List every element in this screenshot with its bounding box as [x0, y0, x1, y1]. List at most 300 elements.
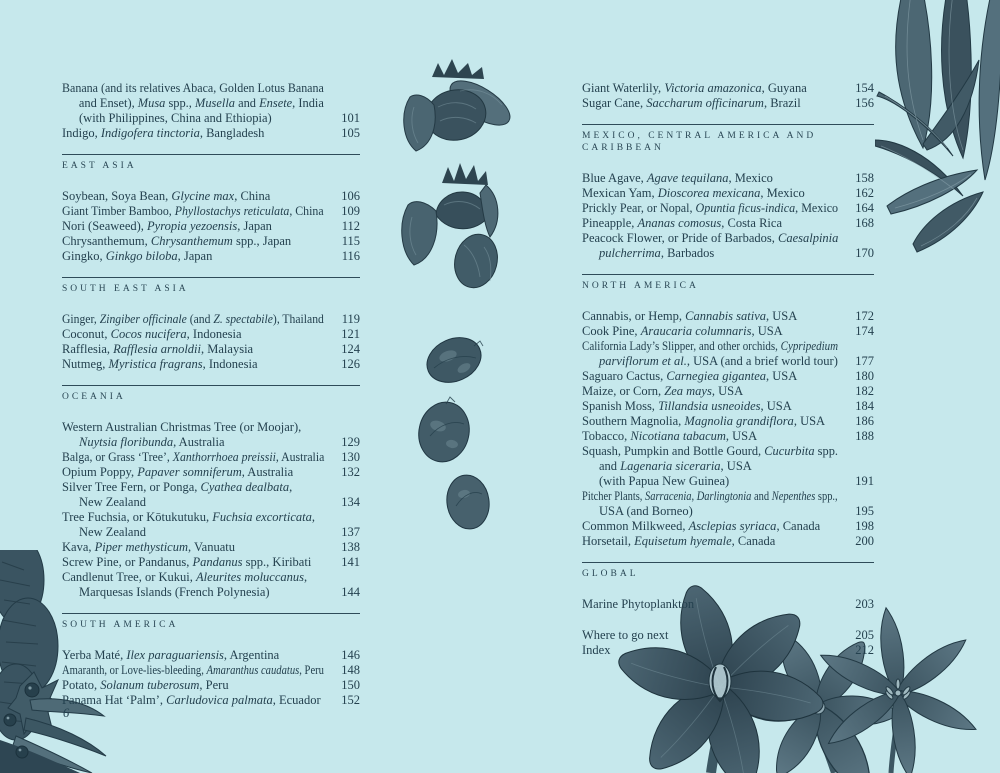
species-name: Papaver somniferum	[137, 465, 242, 479]
entry-text: and	[234, 96, 260, 110]
entry-page-number: 146	[341, 648, 360, 662]
entry-text: , Canada	[776, 519, 821, 533]
entry-text: Marine Phytoplankton	[582, 597, 695, 611]
entry-text: Index	[582, 643, 611, 657]
entry-text: California Lady’s Slipper, and other orchids,	[582, 339, 781, 353]
entry-line	[582, 459, 838, 474]
entry-page-number: 106	[341, 189, 360, 203]
toc-section	[62, 154, 360, 264]
entry-page-number: 158	[855, 171, 874, 185]
entry-line	[62, 525, 324, 540]
entry-page-number: 148	[341, 663, 360, 677]
entry-text: Giant Waterlily,	[582, 81, 665, 95]
entry-text: Yerba Maté,	[62, 648, 127, 662]
entry-page-number: 168	[855, 216, 874, 230]
entry-page-number: 126	[341, 357, 360, 371]
entry-text: Marquesas Islands (French Polynesia)	[79, 585, 270, 599]
toc-entry	[582, 369, 874, 384]
entry-line	[62, 249, 324, 264]
entry-text: Spanish Moss,	[582, 399, 659, 413]
species-name: Indigofera tinctoria	[100, 126, 200, 140]
section-divider	[62, 277, 360, 278]
nutmeg-fruit-icon	[398, 55, 518, 300]
entry-text: , Japan	[237, 219, 272, 233]
entry-page-number: 116	[341, 249, 360, 263]
entry-text: , USA	[725, 429, 758, 443]
toc-section	[582, 124, 874, 261]
toc-entry	[62, 357, 360, 372]
toc-entry	[62, 480, 360, 510]
entry-line	[62, 555, 324, 570]
entry-line	[582, 429, 838, 444]
toc-entry	[582, 489, 874, 519]
entry-text: ,	[691, 489, 697, 503]
entry-page-number: 174	[855, 324, 874, 338]
toc-entry	[582, 324, 874, 339]
page-folio: 6	[63, 706, 70, 720]
entry-line	[582, 534, 838, 549]
entry-line	[62, 204, 324, 219]
entry-text: , Bangladesh	[199, 126, 265, 140]
entry-text: Mexican Yam,	[582, 186, 658, 200]
entry-line	[62, 420, 324, 435]
species-name: Nicotiana tabacum	[630, 429, 726, 443]
toc-entry	[62, 219, 360, 234]
entry-text: Candlenut Tree, or Kukui,	[62, 570, 197, 584]
entry-page-number: 105	[341, 126, 360, 140]
species-name: Cypripedium	[780, 339, 839, 353]
section-header: NORTH AMERICA	[582, 281, 699, 291]
entry-text: and	[599, 459, 621, 473]
species-name: Solanum tuberosum	[100, 678, 200, 692]
toc-entry	[582, 384, 874, 399]
entry-line	[62, 450, 325, 465]
entry-line	[62, 465, 324, 480]
entry-text: and	[751, 489, 772, 503]
entry-line	[62, 585, 324, 600]
entry-line	[62, 570, 324, 585]
entry-text: Coconut,	[62, 327, 111, 341]
entry-text: Southern Magnolia,	[582, 414, 685, 428]
species-name: Pandanus	[192, 555, 243, 569]
tropical-leaves-icon	[875, 0, 1000, 265]
entry-line	[582, 489, 838, 504]
entry-line	[62, 435, 324, 450]
entry-line	[582, 81, 838, 96]
toc-entry	[582, 519, 874, 534]
entry-text: Opium Poppy,	[62, 465, 138, 479]
entry-page-number: 109	[341, 204, 360, 218]
entry-line	[62, 327, 324, 342]
entry-page-number: 144	[341, 585, 360, 599]
entry-text: , China	[289, 204, 324, 218]
entry-text: Ginger,	[62, 312, 100, 326]
entry-line	[62, 648, 324, 663]
entry-line	[62, 357, 324, 372]
entry-text: , Japan	[177, 249, 213, 263]
entry-page-number: 101	[341, 111, 360, 125]
entry-text: Western Australian Christmas Tree (or Moojar),	[62, 420, 302, 434]
entry-line	[62, 219, 324, 234]
entry-page-number: 172	[855, 309, 874, 323]
species-name: Cucurbita	[764, 444, 815, 458]
species-name: Araucaria columnaris	[640, 324, 752, 338]
entry-text: New Zealand	[79, 495, 146, 509]
entry-text: , Argentina	[223, 648, 280, 662]
entry-text: , USA	[766, 309, 798, 323]
entry-line	[582, 504, 838, 519]
entry-page-number: 162	[855, 186, 874, 200]
section-header: EAST ASIA	[62, 161, 137, 171]
species-name: Xanthorrhoea preissii	[172, 450, 276, 464]
entry-text: Banana (and its relatives Abaca, Golden Lotus Banana	[62, 81, 324, 95]
entry-text: Screw Pine, or Pandanus,	[62, 555, 193, 569]
entry-line	[582, 384, 838, 399]
species-name: Ginkgo biloba	[105, 249, 178, 263]
toc-entry	[582, 414, 874, 429]
entry-page-number: 138	[341, 540, 360, 554]
entry-page-number: 132	[341, 465, 360, 479]
entry-line	[62, 540, 324, 555]
section-header: OCEANIA	[62, 392, 126, 402]
entry-page-number: 141	[341, 555, 360, 569]
species-name: Lagenaria siceraria	[620, 459, 721, 473]
entry-text: Prickly Pear, or Nopal,	[582, 201, 696, 215]
entry-page-number: 180	[855, 369, 874, 383]
toc-entry	[62, 342, 360, 357]
species-name: Zingiber officinale	[99, 312, 187, 326]
entry-text: Amaranth, or Love-lies-bleeding,	[62, 663, 207, 677]
species-name: Phyllostachys reticulata	[174, 204, 290, 218]
entry-text: Common Milkweed,	[582, 519, 689, 533]
toc-column-left	[62, 64, 360, 708]
entry-line	[62, 342, 324, 357]
entry-text: Pineapple,	[582, 216, 638, 230]
entry-page-number: 134	[341, 495, 360, 509]
entry-page-number: 115	[341, 234, 360, 248]
species-name: Cyathea dealbata	[200, 480, 290, 494]
entry-text: Cook Pine,	[582, 324, 641, 338]
species-name: Equisetum hyemale	[634, 534, 732, 548]
entry-text: ,	[304, 570, 308, 584]
entry-text: , Indonesia	[186, 327, 242, 341]
entry-text: , Australia	[275, 450, 325, 464]
toc-entry	[582, 186, 874, 201]
entry-text: , Mexico	[795, 201, 839, 215]
entry-text: , China	[234, 189, 271, 203]
nutmeg-seeds-illustration	[404, 328, 514, 533]
entry-line	[62, 693, 324, 708]
species-name: Caesalpinia	[777, 231, 839, 245]
entry-line	[582, 369, 838, 384]
species-name: Agave tequilana	[646, 171, 729, 185]
entry-text: , Vanuatu	[188, 540, 236, 554]
entry-page-number: 121	[341, 327, 360, 341]
entry-text: and Enset),	[78, 96, 138, 110]
entry-text: Gingko,	[62, 249, 106, 263]
entry-text: New Zealand	[79, 525, 146, 539]
entry-line	[582, 474, 838, 489]
toc-entry	[582, 628, 874, 643]
toc-entry	[62, 678, 360, 693]
entry-line	[582, 171, 838, 186]
species-name: Nepenthes	[771, 489, 816, 503]
species-name: Carludovica palmata	[166, 693, 273, 707]
entry-text: Rafflesia,	[62, 342, 114, 356]
species-name: Dioscorea mexicana	[657, 186, 761, 200]
entry-text: , Brazil	[763, 96, 801, 110]
entry-text: , USA (and a brief world tour)	[686, 354, 838, 368]
entry-line	[582, 339, 839, 354]
species-name: Cannabis sativa	[685, 309, 767, 323]
species-name: Ananas comosus	[637, 216, 722, 230]
entry-text: Cannabis, or Hemp,	[582, 309, 686, 323]
entry-text: spp., Japan	[232, 234, 292, 248]
entry-text: , Peru	[199, 678, 229, 692]
toc-entry	[582, 399, 874, 414]
entry-text: Squash, Pumpkin and Bottle Gourd,	[582, 444, 765, 458]
species-name: Rafflesia arnoldii	[113, 342, 202, 356]
toc-entry	[582, 81, 874, 96]
entry-page-number: 212	[855, 643, 874, 657]
entry-text: , Canada	[731, 534, 776, 548]
entry-text: , Costa Rica	[721, 216, 782, 230]
entry-text: Balga, or Grass ‘Tree’,	[62, 450, 173, 464]
toc-entry	[62, 450, 360, 465]
entry-text: spp.,	[815, 489, 838, 503]
entry-page-number: 195	[855, 504, 874, 518]
species-name: Musella	[195, 96, 235, 110]
species-name: Nuytsia floribunda	[79, 435, 174, 449]
entry-text: Nori (Seaweed),	[62, 219, 148, 233]
entry-text: , Mexico	[728, 171, 773, 185]
section-header: GLOBAL	[582, 569, 639, 579]
entry-page-number: 186	[855, 414, 874, 428]
toc-entry	[62, 234, 360, 249]
entry-text: , USA	[711, 384, 744, 398]
entry-text: (with Philippines, China and Ethiopia)	[79, 111, 272, 125]
entry-text: Where to go next	[582, 628, 669, 642]
toc-section	[62, 385, 360, 600]
entry-text: spp.	[814, 444, 839, 458]
entry-text: Peacock Flower, or Pride of Barbados,	[582, 231, 778, 245]
entry-page-number: 130	[341, 450, 360, 464]
entry-text: Tree Fuchsia, or Kōtukutuku,	[62, 510, 213, 524]
entry-line	[582, 399, 838, 414]
section-header: SOUTH EAST ASIA	[62, 284, 189, 294]
entry-line	[582, 414, 838, 429]
toc-column-right	[582, 64, 874, 658]
species-name: Amaranthus caudatus	[206, 663, 300, 677]
toc-entry	[582, 444, 874, 489]
species-name: Pyropia yezoensis	[147, 219, 238, 233]
toc-entry	[582, 216, 874, 231]
entry-text: , Australia	[241, 465, 294, 479]
toc-entry	[62, 249, 360, 264]
entry-line	[582, 246, 838, 261]
species-name: pulcherrima	[599, 246, 661, 260]
entry-text: Chrysanthemum,	[62, 234, 151, 248]
toc-entry	[62, 663, 360, 678]
entry-text: , Indonesia	[202, 357, 258, 371]
species-name: Ilex paraguariensis	[126, 648, 224, 662]
entry-page-number: 188	[855, 429, 874, 443]
entry-text: , USA	[766, 369, 798, 383]
entry-page-number: 152	[341, 693, 360, 707]
entry-page-number: 205	[855, 628, 874, 642]
entry-line	[582, 597, 838, 612]
species-name: Tillandsia usneoides	[658, 399, 761, 413]
entry-page-number: 164	[855, 201, 874, 215]
species-name: Glycine max	[171, 189, 235, 203]
nutmeg-fruit-illustration	[398, 55, 518, 300]
entry-page-number: 184	[855, 399, 874, 413]
toc-entry	[62, 126, 360, 141]
entry-text: Sugar Cane,	[582, 96, 647, 110]
toc-entry	[582, 96, 874, 111]
entry-text: Silver Tree Fern, or Ponga,	[62, 480, 201, 494]
toc-entry	[582, 534, 874, 549]
toc-entry	[582, 643, 874, 658]
toc-entry	[62, 555, 360, 570]
entry-text: (with Papua New Guinea)	[599, 474, 730, 488]
entry-page-number: 170	[855, 246, 874, 260]
entry-line	[582, 201, 839, 216]
entry-text: , USA	[793, 414, 826, 428]
species-name: Myristica fragrans	[108, 357, 203, 371]
entry-page-number: 198	[855, 519, 874, 533]
species-name: Ensete	[259, 96, 293, 110]
toc-section	[62, 613, 360, 708]
toc-entry	[582, 339, 874, 369]
section-header: SOUTH AMERICA	[62, 620, 179, 630]
toc-section	[62, 277, 360, 372]
entry-line	[62, 234, 324, 249]
entry-text: , Barbados	[660, 246, 715, 260]
entry-page-number: 200	[855, 534, 874, 548]
entry-page-number: 156	[855, 96, 874, 110]
species-name: Fuchsia excorticata	[212, 510, 312, 524]
section-header: MEXICO, CENTRAL AMERICA AND CARIBBEAN	[582, 131, 817, 153]
entry-line	[582, 643, 838, 658]
toc-entry	[62, 204, 360, 219]
entry-text: , USA	[751, 324, 783, 338]
entry-text: spp.,	[165, 96, 196, 110]
species-name: Magnolia grandiflora	[684, 414, 794, 428]
toc-entry	[62, 510, 360, 540]
entry-line	[62, 189, 324, 204]
entry-line	[582, 96, 838, 111]
entry-text: , USA	[720, 459, 752, 473]
entry-text: Pitcher Plants,	[582, 489, 646, 503]
species-name: Victoria amazonica	[664, 81, 762, 95]
toc-section	[62, 81, 360, 141]
toc-entry	[62, 327, 360, 342]
entry-text: USA (and Borneo)	[599, 504, 693, 518]
entry-text: ), Thailand	[272, 312, 324, 326]
entry-line	[582, 309, 838, 324]
entry-text: , Mexico	[760, 186, 805, 200]
species-name: Saccharum officinarum	[646, 96, 764, 110]
section-divider	[62, 385, 360, 386]
entry-text: , Ecuador	[272, 693, 321, 707]
entry-line	[582, 354, 838, 369]
entry-text: , Peru	[299, 663, 324, 677]
entry-text: Giant Timber Bamboo,	[62, 204, 175, 218]
entry-page-number: 191	[855, 474, 874, 488]
section-divider	[582, 274, 874, 275]
toc-entry	[582, 171, 874, 186]
entry-text: Panama Hat ‘Palm’,	[62, 693, 167, 707]
entry-text: Potato,	[62, 678, 101, 692]
toc-entry	[62, 693, 360, 708]
entry-line	[62, 480, 324, 495]
toc-entry	[62, 648, 360, 663]
entry-text: Saguaro Cactus,	[582, 369, 667, 383]
entry-page-number: 182	[855, 384, 874, 398]
species-name: parviflorum et al.	[599, 354, 687, 368]
toc-entry	[62, 540, 360, 555]
species-name: Sarracenia	[645, 489, 692, 503]
entry-text: , Guyana	[761, 81, 807, 95]
entry-text: Tobacco,	[582, 429, 631, 443]
section-divider	[62, 613, 360, 614]
species-name: Opuntia ficus-indica	[695, 201, 796, 215]
toc-entry	[62, 312, 360, 327]
entry-text: Soybean, Soya Bean,	[62, 189, 172, 203]
species-name: Chrysanthemum	[150, 234, 233, 248]
entry-line	[62, 510, 324, 525]
toc-section	[582, 81, 874, 111]
entry-page-number: 150	[341, 678, 360, 692]
entry-line	[62, 678, 324, 693]
species-name: Piper methysticum	[94, 540, 189, 554]
entry-text: , USA	[760, 399, 792, 413]
entry-text: Nutmeg,	[62, 357, 109, 371]
entry-line	[582, 231, 838, 246]
species-name: Aleurites moluccanus	[196, 570, 304, 584]
toc-section	[582, 274, 874, 549]
species-name: Carnegiea gigantea	[666, 369, 766, 383]
entry-line	[62, 495, 324, 510]
entry-line	[582, 324, 838, 339]
entry-line	[62, 81, 324, 96]
toc-entry	[582, 231, 874, 261]
entry-text: ,	[289, 480, 293, 494]
entry-page-number: 119	[341, 312, 360, 326]
entry-line	[62, 663, 324, 678]
entry-text: Kava,	[62, 540, 95, 554]
section-divider	[62, 154, 360, 155]
entry-line	[582, 519, 838, 534]
entry-line	[62, 96, 322, 111]
species-name: Darlingtonia	[696, 489, 752, 503]
toc-entry	[62, 189, 360, 204]
entry-text: , Australia	[173, 435, 225, 449]
toc-entry	[62, 81, 360, 126]
species-name: Z. spectabile	[213, 312, 273, 326]
entry-line	[582, 216, 838, 231]
toc-entry	[582, 597, 874, 612]
entry-text: ,	[311, 510, 315, 524]
entry-page-number: 129	[341, 435, 360, 449]
entry-line	[62, 312, 324, 327]
entry-text: spp., Kiribati	[242, 555, 312, 569]
entry-page-number: 137	[341, 525, 360, 539]
entry-text: (and	[186, 312, 214, 326]
entry-line	[62, 111, 324, 126]
species-name: Musa	[137, 96, 166, 110]
